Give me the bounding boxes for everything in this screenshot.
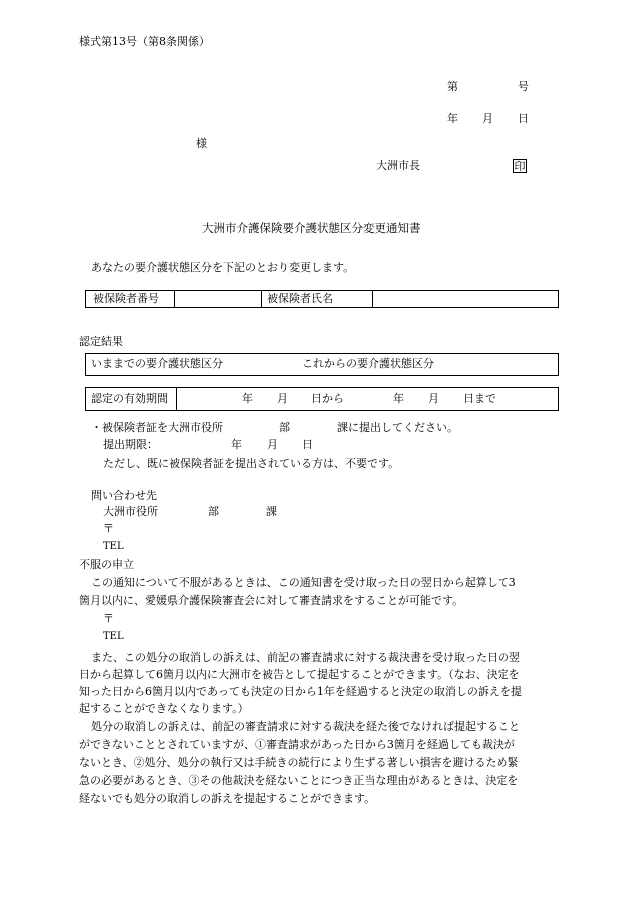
- lawsuit-line-5: 処分の取消しの訴えは、前記の審査請求に対する裁決を経た後でなければ提起すること: [91, 720, 520, 733]
- appeal-line-1: この通知について不服があるときは、この通知書を受け取った日の翌日から起算して3: [91, 576, 516, 589]
- submit-note: ただし、既に被保険者証を提出されている方は、不要です。: [103, 457, 400, 470]
- number-dai: 第: [447, 80, 458, 93]
- issuer: 大洲市長: [376, 159, 420, 172]
- date-year: 年: [447, 112, 458, 125]
- lawsuit-line-4: 起することができなくなります。）: [79, 702, 249, 715]
- submit-instruction-bu: 部: [279, 421, 290, 434]
- validity-to-month: 月: [428, 392, 439, 405]
- lawsuit-line-3: 知った日から6箇月以内であっても決定の日から1年を経過すると決定の取消しの訴えを提: [79, 685, 522, 698]
- contact-bu: 部: [208, 505, 219, 518]
- contact-heading: 問い合わせ先: [91, 489, 157, 502]
- status-before-label: いままでの要介護状態区分: [91, 357, 223, 370]
- contact-office: 大洲市役所: [103, 505, 158, 518]
- form-number: 様式第13号（第8条関係）: [79, 35, 210, 48]
- intro-text: あなたの要介護状態区分を下記のとおり変更します。: [91, 261, 355, 274]
- validity-from-day: 日から: [311, 392, 344, 405]
- deadline-month: 月: [267, 438, 278, 451]
- contact-ka: 課: [266, 505, 277, 518]
- addressee-sama: 様: [196, 137, 207, 150]
- validity-label: 認定の有効期間: [91, 392, 168, 405]
- insured-divider-1: [174, 291, 175, 307]
- validity-from-month: 月: [277, 392, 288, 405]
- result-heading: 認定結果: [79, 335, 123, 348]
- contact-postal-mark: 〒: [103, 522, 114, 535]
- lawsuit-line-1: また、この処分の取消しの訴えは、前記の審査請求に対する裁決書を受け取った日の翌: [91, 651, 520, 664]
- deadline-day: 日: [302, 438, 313, 451]
- validity-to-year: 年: [393, 392, 404, 405]
- insured-name-label: 被保険者氏名: [267, 292, 333, 305]
- insured-divider-3: [372, 291, 373, 307]
- validity-divider: [176, 388, 177, 410]
- submit-instruction-c: 課に提出してください。: [337, 421, 458, 434]
- lawsuit-line-2: 日から起算して6箇月以内に大洲市を被告として提起することができます。（なお、決定を: [79, 668, 520, 681]
- appeal-tel: TEL: [103, 631, 124, 642]
- contact-tel: TEL: [103, 541, 124, 552]
- date-month: 月: [482, 112, 493, 125]
- insured-number-label: 被保険者番号: [93, 292, 159, 305]
- deadline-label: 提出期限：: [103, 438, 158, 451]
- lawsuit-line-8: 急の必要があるとき、③その他裁決を経ないことにつき正当な理由があるときは、決定を: [79, 774, 519, 787]
- document-title: 大洲市介護保険要介護状態区分変更通知書: [202, 221, 421, 235]
- seal-mark: 印: [514, 160, 526, 173]
- appeal-line-2: 箇月以内に、愛媛県介護保険審査会に対して審査請求をすることが可能です。: [79, 594, 464, 607]
- date-day: 日: [518, 112, 529, 125]
- insured-table: [85, 290, 559, 308]
- appeal-heading: 不服の申立: [79, 558, 134, 571]
- status-after-label: これからの要介護状態区分: [302, 357, 434, 370]
- deadline-year: 年: [231, 438, 242, 451]
- lawsuit-line-9: 経ないでも処分の取消しの訴えを提起することができます。: [79, 792, 376, 805]
- insured-divider-2: [261, 291, 262, 307]
- validity-to-day: 日まで: [463, 392, 496, 405]
- submit-instruction-a: ・被保険者証を大洲市役所: [91, 421, 223, 434]
- validity-from-year: 年: [242, 392, 253, 405]
- appeal-postal-mark: 〒: [103, 612, 114, 625]
- validity-period-table: [85, 387, 559, 411]
- status-table: [85, 353, 559, 376]
- lawsuit-line-7: ないとき、②処分、処分の執行又は手続きの続行により生ずる著しい損害を避けるため緊: [79, 756, 519, 769]
- number-go: 号: [518, 80, 529, 93]
- lawsuit-line-6: ができないこととされていますが、①審査請求があった日から3箇月を経過しても裁決が: [79, 738, 515, 751]
